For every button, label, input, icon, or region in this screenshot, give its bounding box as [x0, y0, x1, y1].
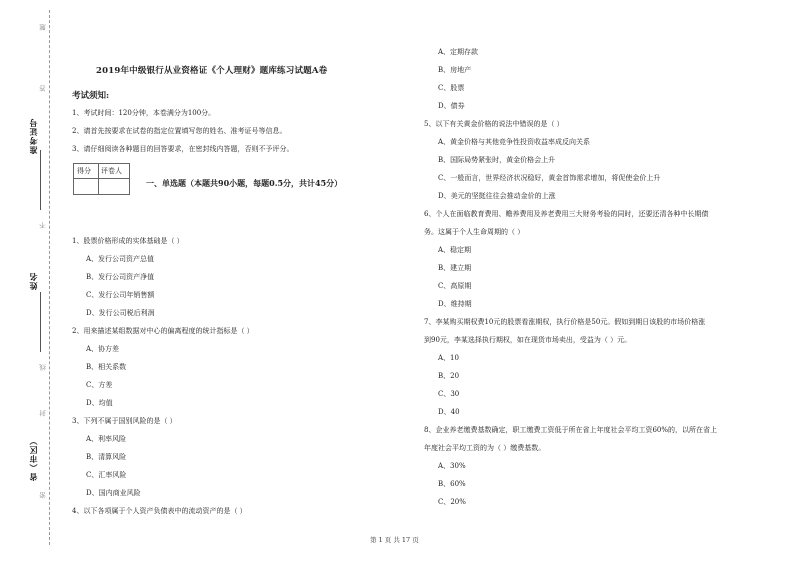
answer-option: A、发行公司资产总值 — [86, 255, 155, 263]
grader-label: 评卷人 — [101, 167, 122, 175]
notice-item: 3、请仔细阅读各种题目的回答要求，在密封线内答题，否则不予评分。 — [72, 145, 294, 153]
question-text: 3、下列不属于国别风险的是（ ） — [72, 417, 177, 425]
question-text: 7、李某购买期权费10元的股票看涨期权，执行价格是50元。假如到期日该股的市场价格涨 — [424, 318, 706, 326]
answer-option: C、30 — [438, 390, 460, 398]
margin-tick: 密 — [39, 492, 47, 499]
margin-tick: 线 — [39, 364, 47, 371]
answer-option: A、定期存款 — [438, 48, 479, 56]
answer-option: C、高原期 — [438, 282, 472, 290]
answer-option: C、汇率风险 — [86, 471, 127, 479]
name-label: 姓名 — [28, 272, 38, 290]
province-label: 省（市区） — [28, 436, 38, 481]
answer-option: B、国际局势紧张时，黄金价格会上升 — [438, 156, 556, 164]
question-text: 5、以下有关黄金价格的说法中错误的是（ ） — [424, 120, 564, 128]
answer-option: D、国内商业风险 — [86, 489, 141, 497]
answer-option: D、40 — [438, 408, 460, 416]
answer-option: C、发行公司年销售额 — [86, 291, 155, 299]
answer-option: B、60% — [438, 480, 466, 488]
question-text: 到90元，李某选择执行期权，如在现货市场卖出，受益为（ ）元。 — [424, 336, 632, 344]
answer-option: A、30% — [438, 462, 466, 470]
answer-option: A、稳定期 — [438, 246, 472, 254]
answer-option: C、方差 — [86, 381, 113, 389]
notice-item: 1、考试时间：120分钟，本卷满分为100分。 — [72, 109, 216, 117]
answer-option: C、一般而言，世界经济状况稳好，黄金首饰需求增加，将促使金价上升 — [438, 174, 661, 182]
answer-option: B、房地产 — [438, 66, 472, 74]
page-footer: 第 1 页 共 17 页 — [370, 536, 419, 544]
answer-option: A、黄金价格与其他竞争性投资收益率成反向关系 — [438, 138, 591, 146]
answer-option: C、20% — [438, 498, 466, 506]
answer-option: C、股票 — [438, 84, 465, 92]
answer-option: A、协方差 — [86, 345, 120, 353]
exam-number-line — [40, 150, 41, 210]
answer-option: D、发行公司税后利润 — [86, 309, 155, 317]
answer-option: B、相关系数 — [86, 363, 127, 371]
question-text: 1、股票价格形成的实体基础是（ ） — [72, 237, 184, 245]
question-text: 2、用来描述某组数据对中心的偏离程度的统计指标是（ ） — [72, 327, 254, 335]
notice-item: 2、请首先按要求在试卷的指定位置填写您的姓名、准考证号等信息。 — [72, 127, 287, 135]
answer-option: A、利率风险 — [86, 435, 127, 443]
answer-option: D、维持期 — [438, 300, 472, 308]
answer-option: D、债券 — [438, 102, 465, 110]
score-label: 得分 — [77, 167, 91, 175]
notice-heading: 考试须知: — [72, 91, 110, 101]
section-heading: 一、单选题（本题共90小题，每题0.5分，共计45分） — [146, 178, 343, 188]
question-text: 6、个人在面临教育费用、赡养费用及养老费用三大财务考验的同时，还要还清各种中长期债 — [424, 210, 709, 218]
answer-option: B、发行公司资产净值 — [86, 273, 155, 281]
answer-option: B、建立期 — [438, 264, 472, 272]
question-text: 8、企业养老缴费基数确定，职工缴费工资低于所在省上年度社会平均工资60%的，以所在省上 — [424, 426, 718, 434]
score-box — [73, 163, 130, 195]
answer-option: B、20 — [438, 372, 460, 380]
question-text: 4、以下各项属于个人资产负债表中的流动资产的是（ ） — [72, 507, 247, 515]
answer-option: D、美元的坚挺往往会推动金价的上涨 — [438, 192, 556, 200]
seal-line — [49, 10, 50, 545]
margin-tick: 答 — [39, 85, 47, 92]
margin-tick: 封 — [39, 410, 47, 417]
question-text: 务。这属于个人生命周期的（ ） — [424, 228, 525, 236]
answer-option: D、均值 — [86, 399, 113, 407]
exam-number-label: 准考证号 — [28, 118, 38, 154]
name-line — [40, 292, 41, 352]
margin-tick: 题 — [39, 24, 47, 31]
answer-option: A、10 — [438, 354, 459, 362]
question-text: 年度社会平均工资的为（ ）缴费基数。 — [424, 444, 546, 452]
answer-option: B、清算风险 — [86, 453, 127, 461]
page-title: 2019年中级银行从业资格证《个人理财》题库练习试题A卷 — [96, 66, 328, 76]
margin-tick: 不 — [39, 222, 47, 229]
